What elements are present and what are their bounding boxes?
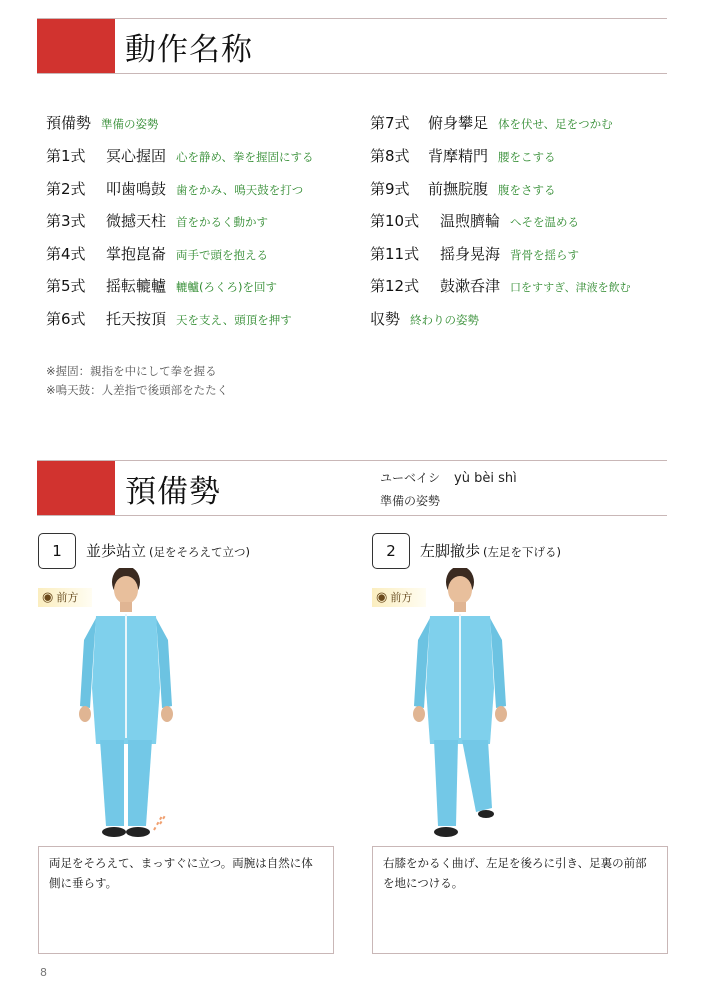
move-desc: 天を支え、頭頂を押す (176, 313, 292, 327)
footnote: ※鳴天鼓：人差指で後頭部をたたく (46, 383, 229, 397)
move-name: 収勢 (370, 310, 401, 328)
move-number: 第6式 (46, 310, 86, 328)
move-number: 第8式 (370, 147, 410, 165)
move-name: 温煦臍輪 (440, 212, 501, 230)
eye-icon: ◉ (42, 590, 54, 605)
move-name: 托天按頂 (106, 310, 167, 328)
figure-left-foot-back (390, 568, 530, 846)
list-item (46, 308, 292, 334)
move-desc: 歯をかみ、鳴天鼓を打つ (176, 183, 304, 197)
step-title (86, 540, 250, 561)
move-number: 第10式 (370, 212, 420, 230)
list-item (370, 112, 613, 138)
list-item (370, 178, 556, 204)
footnote: ※握固：親指を中にして拳を握る (46, 364, 217, 378)
move-number: 第11式 (370, 245, 420, 263)
step-1-description (38, 846, 334, 954)
move-name: 摇身晃海 (440, 245, 501, 263)
step-2-description (372, 846, 668, 954)
section-header-names (37, 18, 667, 74)
move-name: 預備勢 (46, 114, 92, 132)
list-item (46, 178, 303, 204)
move-desc: へそを温める (510, 215, 580, 229)
move-desc: 心を静め、拳を握固にする (176, 150, 314, 164)
reading-line (380, 469, 517, 486)
move-number: 第1式 (46, 147, 86, 165)
move-name: 背摩精門 (428, 147, 489, 165)
step-number-badge: 2 (372, 533, 410, 569)
reading-roman: yù bèi shì (454, 471, 517, 486)
move-name: 掌抱崑崙 (106, 245, 167, 263)
list-item (46, 243, 268, 269)
move-desc: 背骨を揺らす (510, 248, 580, 262)
figure-standing-feet-together (56, 568, 196, 846)
list-item (370, 308, 479, 334)
move-number: 第5式 (46, 277, 86, 295)
step-title-main: 並歩站立 (86, 542, 147, 560)
move-desc: 首をかるく動かす (176, 215, 269, 229)
reading-kana: ユーベイシ (380, 471, 441, 485)
move-name: 微撼天柱 (106, 212, 167, 230)
list-item (46, 210, 268, 236)
move-number: 第12式 (370, 277, 420, 295)
direction-text: 前方 (390, 591, 413, 604)
step-title-main: 左脚撤歩 (420, 542, 481, 560)
step-title (420, 540, 561, 561)
section-title: 動作名称 (125, 32, 253, 68)
list-item (370, 243, 579, 269)
move-number: 第7式 (370, 114, 410, 132)
move-desc: 準備の姿勢 (101, 117, 159, 131)
move-desc: 体を伏せ、足をつかむ (498, 117, 613, 131)
list-item (370, 210, 579, 236)
eye-icon: ◉ (376, 590, 388, 605)
step-title-sub: (足をそろえて立つ) (149, 545, 250, 559)
list-item (370, 145, 556, 171)
section-title: 預備勢 (125, 474, 221, 510)
move-desc: 両手で頭を抱える (176, 248, 269, 262)
description-text: 右膝をかるく曲げ、左足を後ろに引き、足裏の前部を地につける。 (383, 856, 647, 890)
move-desc: 終わりの姿勢 (410, 313, 480, 327)
list-item (46, 112, 159, 138)
reading-meaning: 準備の姿勢 (380, 494, 441, 508)
move-name: 鼓漱呑津 (440, 277, 501, 295)
list-item (46, 275, 277, 301)
move-name: 冥心握固 (106, 147, 167, 165)
move-name: 俯身攀足 (428, 114, 489, 132)
description-text: 両足をそろえて、まっすぐに立つ。両腕は自然に体側に垂らす。 (49, 856, 313, 890)
move-name: 叩歯鳴鼓 (106, 180, 167, 198)
list-item (370, 275, 631, 301)
move-number: 第4式 (46, 245, 86, 263)
header-accent-block (37, 19, 115, 73)
page-number: 8 (40, 966, 47, 979)
move-desc: 口をすすぎ、津液を飲む (510, 281, 631, 294)
footnotes (46, 362, 228, 400)
move-desc: 腰をこする (498, 150, 556, 164)
step-title-sub: (左足を下げる) (483, 545, 561, 559)
move-name: 摇転轆轤 (106, 277, 167, 295)
move-name: 前撫脘腹 (428, 180, 489, 198)
list-item (46, 145, 314, 171)
header-accent-block (37, 461, 115, 515)
move-number: 第3式 (46, 212, 86, 230)
direction-text: 前方 (56, 591, 79, 604)
section-header-preparation (37, 460, 667, 516)
step-number-badge: 1 (38, 533, 76, 569)
move-number: 第2式 (46, 180, 86, 198)
move-desc: 腹をさする (498, 183, 556, 197)
move-desc: 轆轤(ろくろ)を回す (176, 280, 277, 294)
move-number: 第9式 (370, 180, 410, 198)
